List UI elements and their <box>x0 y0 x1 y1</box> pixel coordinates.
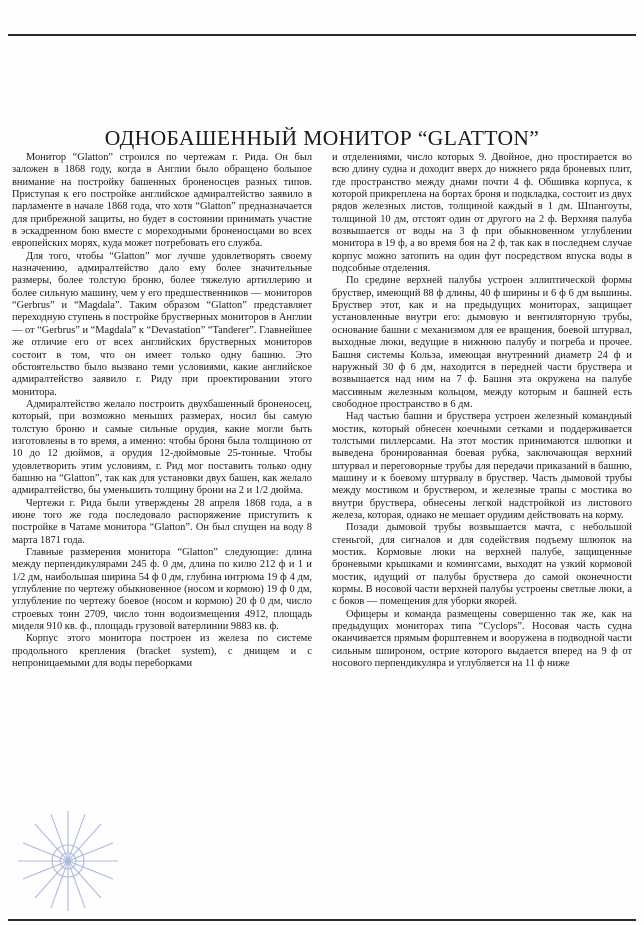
paragraph: Чертежи г. Рида были утверждены 28 апреля 1868 года, а в июне того же года последовало распоряжение приступить к постройке в Чатаме монитора “Glatton”. Он был спущен на воду 8 марта 1871 года. <box>12 497 312 546</box>
right-text-column <box>332 152 632 912</box>
paragraph: Позади дымовой трубы возвышается мачта, с небольшой стеньгой, для сигналов и для содействия подъему шлюпок на мостик. Кормовые люки на верхней палубе, защищенные броневыми крышками и комингсами, выходят на узкий кормовой мостик, идущий от палубы бруствера до самой оконечности кормы. В носовой части верхней палубы устроены светлые люки, а с боков — помещения для уборки якорей. <box>332 522 632 608</box>
paragraph: Офицеры и команда размещены совершенно так же, как на предыдущих мониторах типа “Cyclops”. Носовая часть судна оканчивается прямым форштевнем и вооружена в подводной части сильным шпироном, острие которого выдается вперед на 9 ф от носового перпендикуляра и углубляется на 11 ф ниже <box>332 608 632 670</box>
bottom-rule-divider <box>8 919 636 921</box>
top-rule-divider <box>8 34 636 36</box>
paragraph: Корпус этого монитора построен из железа по системе продольного крепления (bracket system), с днищем и с непроницаемыми для воды переборками <box>12 633 312 670</box>
page-title: ОДНОБАШЕННЫЙ МОНИТОР “GLATTON” <box>104 126 540 151</box>
paragraph: Главные размерения монитора “Glatton” следующие: длина между перпендикулярами 245 ф. 0 дм, длина по килю 212 ф и 1 и 1/2 дм, наибольшая ширина 54 ф 0 дм, глубина интрюма 19 ф 4 дм, углубление по чертежу обыкновенное (носом и кормою) 19 ф 0 дм, углубление по чертежу боевое (носом и кормою) 20 ф 0 дм, число строевых тонн 2709, число тонн водоизмещения 4912, площадь миделя 910 кв. ф., площадь грузовой ватерлинии 9883 кв. ф. <box>12 547 312 633</box>
paragraph: Над частью башни и бруствера устроен железный командный мостик, который обнесен коечными сетками и поддерживается толстыми пиллерсами. На этот мостик принимаются шлюпки и выведена бронированная боевая рубка, заключающая верхний штурвал и переговорные трубы для передачи приказаний в башню, машину и к боевому штурвалу в бруствер. Часть дымовой трубы между мостиком и бруствером, и железные трапы с мостика во внутри бруствера, обнесены легкой надстройкой из листового железа, которая, однако не мешает орудиям действовать на корму. <box>332 411 632 521</box>
paragraph: Адмиралтейство желало построить двухбашенный броненосец, который, при возможно меньших размерах, носил бы самую толстую броню и самые сильные орудия, какие могли быть изготовлены в то время, а именно: чтобы броня была толщиною от 10 до 12 дюймов, а орудия 12-дюймовые 25-тонные. Чтобы удовлетворить этим условиям, г. Рид мог поставить только одну башню на “Glatton”, так как для установки двух башен, как желало адмиралтейство, бы уменьшить толщину брони на 2 и 1/2 дюйма. <box>12 398 312 497</box>
paragraph: По средине верхней палубы устроен эллиптической формы бруствер, имеющий 88 ф длины, 40 ф ширины и 6 ф 6 дм вышины. Бруствер этот, как и на предыдущих мониторах, защищает установленные внутри его: дымовую и вентиляторную трубы, основание башни с механизмом для ее вращения, боевой штурвал, выходные люки, ведущие в нижнюю палубу и погреба и прочее. Башня системы Кольза, имеющая внутренний диаметр 24 ф и наружный 30 ф 6 дм, находится в передней части бруствера и возвышается над ним на 7 ф. Башня эта окружена на палубе массивным железным кольцом, между которым и башней есть свободное пространство в 6 дм. <box>332 275 632 410</box>
paragraph: Для того, чтобы “Glatton” мог лучше удовлетворять своему назначению, адмиралтейство дало ему более значительные размеры, более толстую броню, более тяжелую артиллерию и более сильную машину, чем у его предшественников — мониторов “Gerbrus” и “Magdala”. Таким образом “Glatton” представляет переходную ступень в постройке брустверных мониторов в Англии — от “Gerbrus” и “Magdala” к “Devastation” “Tanderer”. Главнейшее же отличие его от всех английских брустверных мониторов состоит в том, что он имеет только одну башню. Это обстоятельство было вызвано теми условиями, какие английское адмиралтейство заявило г. Риду при проектировании этого монитора. <box>12 250 312 398</box>
paragraph: и отделениями, число которых 9. Двойное, дно простирается во всю длину судна и доходит вверх до нижнего ряда броневых плит, где пространство между днами почти 4 ф. Обшивка корпуса, к которой прикреплена на бортах броня и подкладка, состоит из двух рядов железных листов, толщиной каждый в 1 дм. Шпангоуты, толщиной 10 дм, отстоят один от другого на 2 ф. Верхняя палуба возвышается от воды на 3 ф при обыкновенном углублении монитора в 19 ф, а во время боя на 2 ф, так как в последнем случае корпус можно затопить на один фут посредством впуска воды в подсобные отделения. <box>332 152 632 275</box>
left-text-column <box>12 152 312 912</box>
two-column-body <box>12 152 632 912</box>
paragraph: Монитор “Glatton” строился по чертежам г. Рида. Он был заложен в 1868 году, когда в Англии было обращено большое внимание на постройку башенных броненосцев разных типов. Приступая к его постройке английское адмиралтейство заявило в парламенте в начале 1868 года, что хотя “Glatton” предназначается для прибрежной защиты, но будет в состоянии принимать участие в эскадренном бою вместе с мореходными броненосцами во всех европейских морях, куда может потребовать его служба. <box>12 152 312 250</box>
